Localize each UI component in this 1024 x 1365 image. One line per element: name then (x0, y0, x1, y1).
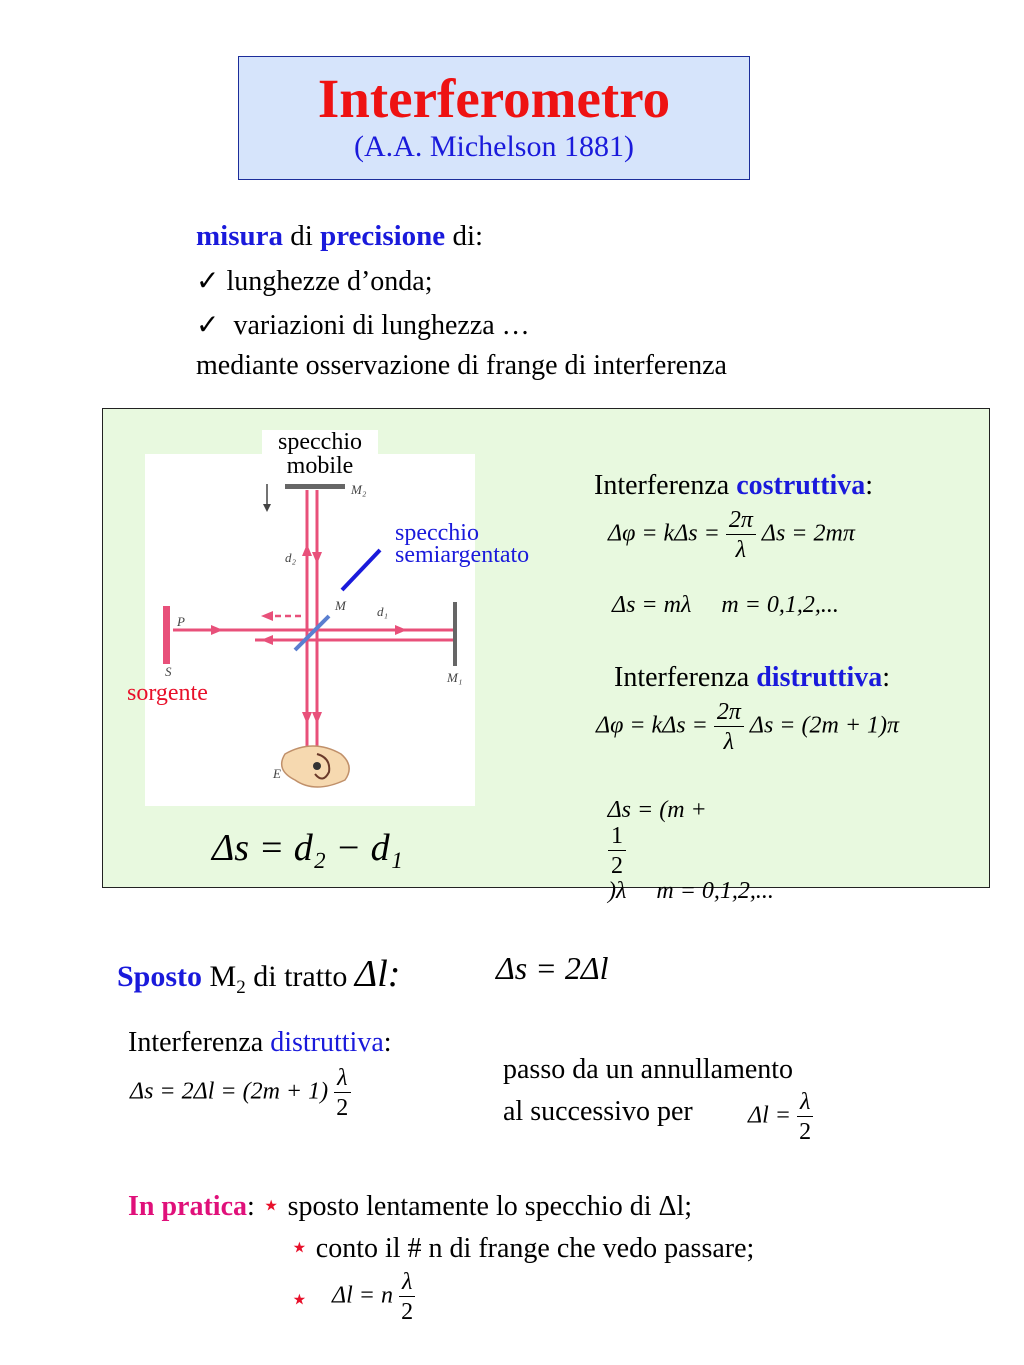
m1-label: M₁ (447, 670, 463, 685)
fraction-denominator: 2 (799, 1119, 812, 1145)
practice-line-1 (128, 1190, 692, 1223)
shift-destructive-label: Interferenza (128, 1027, 271, 1058)
source-shape (163, 606, 170, 664)
label-mobile-mirror (262, 430, 378, 478)
beam-arrow-left-dashed (261, 611, 273, 621)
intro-item-text: lunghezze d’onda; (226, 266, 433, 297)
s-label: S (165, 664, 172, 679)
interferometer-diagram (145, 454, 475, 806)
beam-arrow-down-lower (302, 712, 312, 724)
destructive-eq1-right: Δs = (2m + 1)π (749, 712, 900, 739)
constructive-eq2: Δs = mλ m = 0,1,2,... (612, 592, 839, 618)
constructive-eq1-right: Δs = 2mπ (761, 520, 855, 547)
page-subtitle: (A.A. Michelson 1881) (354, 130, 634, 163)
constructive-eq1 (608, 508, 855, 562)
label-mobile-line2: mobile (286, 453, 354, 479)
title-box (238, 56, 750, 180)
pointer-arrow-line (342, 550, 380, 590)
constructive-kind: costruttiva (736, 470, 866, 501)
intro-item-text: variazioni di lunghezza … (233, 310, 530, 341)
mirror-m2-shape (285, 484, 345, 489)
label-semi-line2: semiargentato (395, 542, 530, 568)
step-line-1: passo da un annullamento (503, 1054, 794, 1085)
check-icon: ✓ (196, 310, 220, 341)
shift-line (117, 953, 401, 1004)
m-label: M (335, 598, 346, 613)
practice-item-2: conto il # n di frange che vedo passare; (315, 1233, 755, 1264)
practice-item-1: sposto lentamente lo specchio di Δl; (287, 1191, 693, 1222)
destructive-eq2-fraction (608, 824, 626, 878)
semi-mirror-pointer (336, 546, 386, 596)
mirror-m1-shape (453, 602, 457, 666)
shift-subscript: 2 (236, 977, 246, 998)
beam-arrow-right-2 (395, 625, 407, 635)
practice-line-2 (290, 1232, 754, 1265)
fraction-numerator: λ (797, 1090, 813, 1117)
page-title: Interferometro (317, 68, 671, 129)
label-semi-mirror (395, 522, 529, 566)
destructive-eq2-left: Δs = (m + (607, 797, 707, 823)
step-line-2: al successivo per (503, 1096, 693, 1127)
beam-arrow-up (302, 544, 312, 556)
destructive-eq2-right: )λ m = 0,1,2,... (608, 878, 774, 904)
shift-word-sposto: Sposto (117, 960, 203, 993)
constructive-label: Interferenza (594, 470, 737, 501)
intro-word-precisione: precisione (320, 220, 446, 252)
d2-label: d₂ (285, 550, 297, 565)
star-icon: ⋆ (261, 1189, 281, 1222)
shift-word-tratto: di tratto (245, 960, 355, 993)
shift-destructive-kind: distruttiva (270, 1027, 384, 1058)
destructive-colon: : (882, 662, 890, 693)
step-eq-left: Δl = (748, 1102, 791, 1129)
practice-colon: : (247, 1191, 255, 1222)
constructive-eq1-left: Δφ = kΔs = (608, 520, 720, 547)
beam-arrow-down-lower-2 (312, 712, 322, 724)
intro-word-di-colon: di: (445, 220, 484, 252)
label-mobile-line1: specchio (278, 429, 362, 455)
step-eq (748, 1090, 813, 1144)
fraction-numerator: λ (399, 1270, 415, 1297)
star-icon: ⋆ (290, 1283, 309, 1316)
shift-destructive-eq-left: Δs = 2Δl = (2m + 1) (130, 1078, 329, 1105)
destructive-eq1-fraction (714, 700, 744, 754)
intro-word-misura: misura (196, 220, 283, 252)
destructive-kind: distruttiva (756, 662, 883, 693)
fraction-numerator: 2π (714, 700, 744, 727)
p-label: P (177, 614, 185, 629)
intro-item-2 (196, 310, 530, 342)
check-icon: ✓ (196, 266, 220, 297)
label-semi-line1: specchio (395, 520, 479, 546)
destructive-heading (614, 662, 890, 694)
semi-mirror-shape (295, 616, 329, 650)
fraction-denominator: 2 (401, 1299, 414, 1325)
e-label: E (273, 766, 281, 781)
shift-delta-l: Δl: (354, 953, 401, 995)
label-source: sorgente (127, 680, 208, 706)
shift-word-m: M (202, 960, 237, 993)
eye-pupil (313, 762, 321, 770)
d1-label: d₁ (377, 604, 389, 619)
practice-fraction (399, 1270, 415, 1324)
shift-equation: Δs = 2Δl (496, 950, 609, 986)
beam-arrow-right (211, 625, 223, 635)
intro-line (196, 220, 483, 252)
fraction-numerator: λ (334, 1066, 350, 1093)
intro-closing: mediante osservazione di frange di interferenza (196, 350, 727, 381)
fraction-numerator: 2π (726, 508, 756, 535)
constructive-colon: : (865, 470, 874, 501)
intro-item-1 (196, 266, 433, 298)
destructive-eq1 (596, 700, 899, 754)
shift-destructive-eq (130, 1066, 351, 1120)
shift-destructive-heading (128, 1027, 392, 1059)
shift-destructive-colon: : (383, 1027, 392, 1058)
fraction-denominator: 2 (336, 1095, 349, 1121)
practice-eq-left: Δl = n (332, 1282, 393, 1309)
step-fraction (797, 1090, 813, 1144)
destructive-eq1-left: Δφ = kΔs = (596, 712, 708, 739)
fraction-denominator: λ (735, 537, 747, 563)
constructive-eq1-fraction (726, 508, 756, 562)
fraction-denominator: λ (723, 729, 735, 755)
practice-label: In pratica (128, 1191, 247, 1222)
constructive-heading (594, 470, 873, 502)
fraction-denominator: 2 (611, 853, 623, 879)
shift-destructive-fraction (334, 1066, 350, 1120)
move-arrow-head (263, 504, 271, 512)
beam-arrow-left (261, 635, 273, 645)
beam-arrow-down (312, 552, 322, 564)
path-difference-formula: Δs = d₂ − d₁ (212, 827, 403, 869)
interferometer-drawing (145, 454, 475, 806)
star-icon: ⋆ (290, 1231, 309, 1264)
practice-line-3 (290, 1284, 309, 1317)
practice-eq (332, 1270, 415, 1324)
fraction-numerator: 1 (608, 824, 626, 851)
destructive-label: Interferenza (614, 662, 757, 693)
destructive-eq2 (596, 770, 774, 905)
intro-word-di: di (283, 220, 321, 252)
m2-label: M₂ (351, 482, 367, 497)
